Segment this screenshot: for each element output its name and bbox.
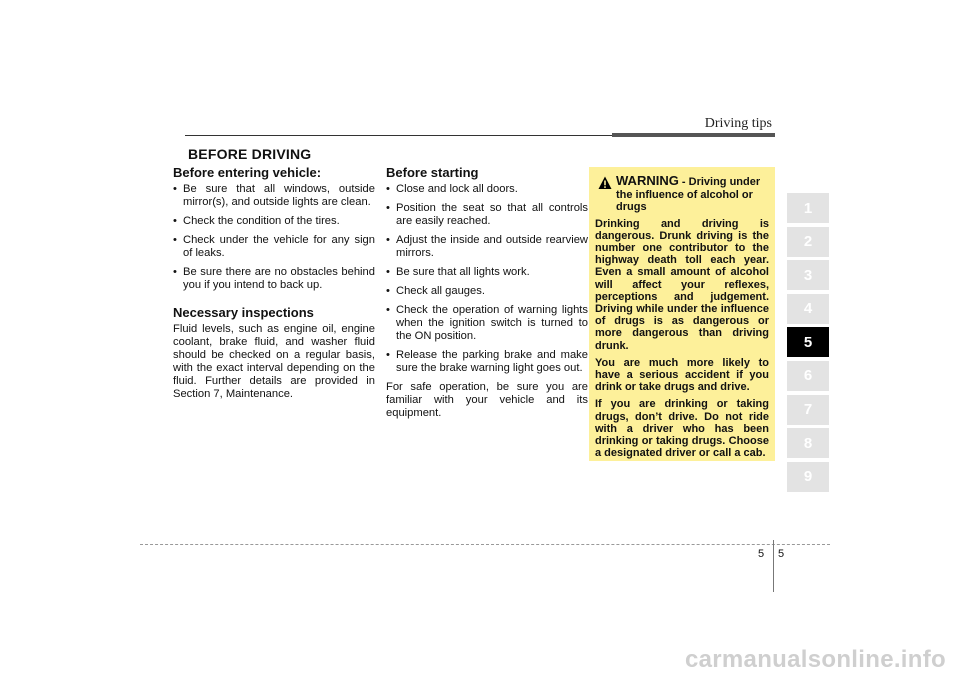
inspections-paragraph: Fluid levels, such as engine oil, engine coolant, brake fluid, and washer fluid should be checked on a regular basis, with the exact interval depending on the fluid. Further details are provided in Section 7, Maintenance. [173, 323, 375, 400]
list-item: • Be sure there are no obstacles behind you if you intend to back up. [173, 266, 375, 291]
list-item: • Be sure that all windows, outside mirror(s), and outside lights are clean. [173, 183, 375, 208]
column-middle [386, 166, 588, 420]
chapter-tab-6[interactable]: 6 [787, 361, 829, 391]
before-entering-heading: Before entering vehicle: [173, 165, 322, 180]
before-starting-list [386, 183, 588, 375]
warning-paragraph: You are much more likely to have a serious accident if you drink or take drugs and drive. [595, 356, 769, 394]
list-item: • Release the parking brake and make sure the brake warning light goes out. [386, 349, 588, 374]
list-item: • Position the seat so that all controls are easily reached. [386, 202, 588, 227]
list-item: • Close and lock all doors. [386, 183, 518, 195]
before-entering-list [173, 183, 375, 292]
column-left [173, 166, 375, 401]
warning-box [589, 167, 775, 461]
section-heading: BEFORE DRIVING [188, 146, 312, 162]
header-title: Driving tips [704, 116, 772, 131]
chapter-tab-4[interactable]: 4 [787, 294, 829, 324]
list-item: • Check all gauges. [386, 285, 485, 297]
warning-subtitle: - Driving under the influence of alcohol or drugs [616, 176, 761, 213]
footer-divider [773, 540, 774, 592]
page-number: 5 [778, 548, 785, 560]
watermark: carmanualsonline.info [684, 646, 946, 673]
safe-operation-paragraph: For safe operation, be sure you are familiar with your vehicle and its equipment. [386, 381, 588, 419]
page-section: 5 [758, 548, 765, 560]
list-item: • Check the operation of warning lights when the ignition switch is turned to the ON position. [386, 304, 588, 342]
header-rule-accent [612, 133, 775, 137]
warning-paragraph: If you are drinking or taking drugs, don’t drive. Do not ride with a driver who has been drinking or taking drugs. Choose a designated driver or call a cab. [595, 398, 769, 460]
list-item: • Check under the vehicle for any sign of leaks. [173, 234, 375, 259]
warning-label: WARNING [616, 173, 679, 188]
chapter-tab-2[interactable]: 2 [787, 227, 829, 257]
chapter-tab-5[interactable]: 5 [787, 327, 829, 357]
list-item: • Adjust the inside and outside rearview mirrors. [386, 234, 588, 259]
chapter-tab-1[interactable]: 1 [787, 193, 829, 223]
list-item: • Be sure that all lights work. [386, 266, 530, 278]
chapter-tab-9[interactable]: 9 [787, 462, 829, 492]
warning-body [595, 218, 769, 460]
chapter-tabs [787, 193, 829, 495]
chapter-tab-7[interactable]: 7 [787, 395, 829, 425]
chapter-tab-3[interactable]: 3 [787, 260, 829, 290]
before-starting-heading: Before starting [386, 165, 479, 180]
warning-triangle-icon [598, 176, 612, 190]
warning-paragraph: Drinking and driving is dangerous. Drunk driving is the number one contributor to the highway death toll each year. Even a small amount of alcohol will affect your reflexes, perceptions and judgement. Driving while under the influence of drugs is as dangerous or more dangerous than driving drunk. [595, 217, 769, 352]
list-item: • Check the condition of the tires. [173, 215, 340, 227]
chapter-tab-8[interactable]: 8 [787, 428, 829, 458]
necessary-inspections-heading: Necessary inspections [173, 305, 314, 320]
warning-header [595, 175, 769, 214]
footer-rule [140, 544, 830, 545]
